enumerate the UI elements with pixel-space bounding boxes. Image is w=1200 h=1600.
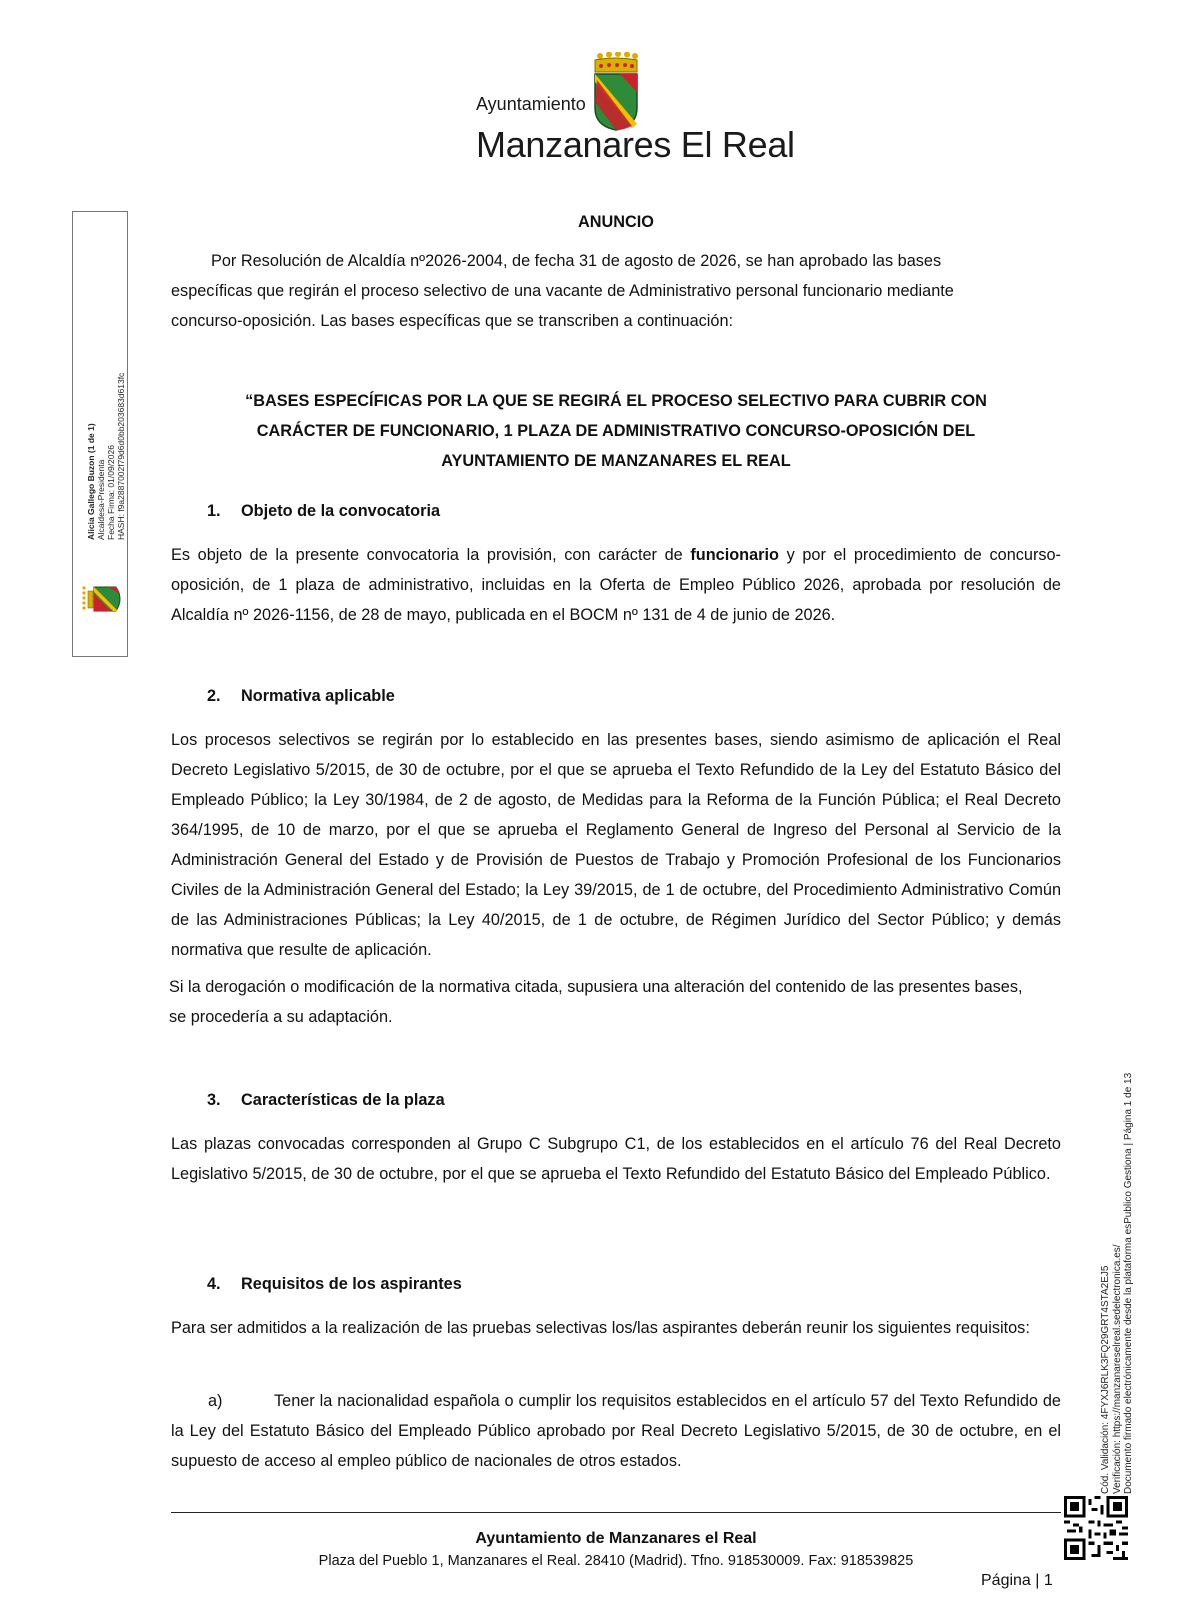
section-number: 1. xyxy=(207,502,221,520)
page-number: Página | 1 xyxy=(981,1572,1053,1589)
section-1-paragraph xyxy=(171,540,1061,630)
signer-role: Alcaldesa-Presidenta xyxy=(96,459,106,540)
section-title: Normativa aplicable xyxy=(241,687,395,705)
section-3-paragraph: Las plazas convocadas corresponden al Grupo C Subgrupo C1, de los establecidos en el artículo 76 del Real Decreto Legislativo 5/2015, de 30 de octubre, por el que se aprueba el Texto Refundido del Estatuto Básico del Empleado Público. xyxy=(171,1135,1061,1183)
bases-title-line-1: “BASES ESPECÍFICAS POR LA QUE SE REGIRÁ EL PROCESO SELECTIVO PARA CUBRIR CON xyxy=(245,392,987,410)
qr-code-icon xyxy=(1064,1496,1128,1560)
section-2-paragraph-2: Si la derogación o modificación de la normativa citada, supusiera una alteración del contenido de las presentes bases, se procedería a su adaptación. xyxy=(169,978,1023,1026)
section-3-heading xyxy=(207,1091,445,1110)
document-title: ANUNCIO xyxy=(578,213,654,231)
section-2-paragraph-1: Los procesos selectivos se regirán por lo establecido en las presentes bases, siendo asimismo de aplicación el Real Decreto Legislativo 5/2015, de 30 de octubre, por el que se aprueba el Texto Refundido de la Ley del Estatuto Básico del Empleado Público; la Ley 30/1984, de 2 de agosto, de Medidas para la Reforma de la Función Pública; el Real Decreto 364/1995, de 10 de marzo, por el que se aprueba el Reglamento General de Ingreso del Personal al Servicio de la Administración General del Estado y de Provisión de Puestos de Trabajo y Promoción Profesional de los Funcionarios Civiles de la Administración General del Estado; la Ley 39/2015, de 1 de octubre, del Procedimiento Administrativo Común de las Administraciones Públicas; la Ley 40/2015, de 1 de octubre, de Régimen Jurídico del Sector Público; y demás normativa que resulte de aplicación. xyxy=(171,731,1061,959)
section-1-heading xyxy=(207,502,440,521)
section-1-text-a: Es objeto de la presente convocatoria la provisión, con carácter de xyxy=(171,546,691,564)
logo-town-name: Manzanares El Real xyxy=(476,124,795,165)
bases-title xyxy=(171,386,1061,476)
section-4-paragraph: Para ser admitidos a la realización de las pruebas selectivas los/las aspirantes deberán reunir los siguientes requisitos: xyxy=(171,1319,1030,1337)
section-number: 2. xyxy=(207,687,221,705)
section-1-bold-term: funcionario xyxy=(690,546,779,564)
signature-date: Fecha Firma: 01/09/2026 xyxy=(106,445,116,540)
signature-hash: HASH: f9a2887002f79d6d0bb203683d613fc xyxy=(116,372,126,540)
municipal-logo xyxy=(476,52,795,170)
section-number: 4. xyxy=(207,1275,221,1293)
bases-title-line-2: CARÁCTER DE FUNCIONARIO, 1 PLAZA DE ADMINISTRATIVO CONCURSO-OPOSICIÓN DEL xyxy=(256,422,976,440)
signature-details xyxy=(86,340,126,540)
section-number: 3. xyxy=(207,1091,221,1109)
bases-title-line-3: AYUNTAMIENTO DE MANZANARES EL REAL xyxy=(441,452,791,470)
section-1-text-b: y por el procedimiento de concurso-oposición, de 1 plaza de administrativo, incluidas en la Oferta de Empleo Público 2026, aprobada por resolución de Alcaldía nº 2026-1156, de 28 de mayo, publicada en el BOCM nº 131 de 4 de junio de 2026. xyxy=(171,546,1061,624)
section-title: Características de la plaza xyxy=(241,1091,445,1109)
requirement-label: a) xyxy=(208,1392,223,1410)
section-title: Objeto de la convocatoria xyxy=(241,502,441,520)
footer-divider xyxy=(171,1512,1061,1513)
section-4-heading xyxy=(207,1275,462,1294)
intro-paragraph: Por Resolución de Alcaldía nº2026-2004, de fecha 31 de agosto de 2026, se han aprobado las bases específicas que regirán el proceso selectivo de una vacante de Administrativo personal funcionario mediante concurso-oposición. Las bases específicas que se transcriben a continuación: xyxy=(171,252,954,330)
section-2-heading xyxy=(207,687,395,706)
footer-title: Ayuntamiento de Manzanares el Real xyxy=(475,1530,757,1547)
requirement-text: Tener la nacionalidad española o cumplir los requisitos establecidos en el artículo 57 del Texto Refundido de la Ley del Estatuto Básico del Empleado Público aprobado por Real Decreto Legislativo 5/2015, de 30 de octubre, en el supuesto de acceso al empleo público de nacionales de otros estados. xyxy=(171,1392,1061,1470)
verification-text xyxy=(1100,974,1135,1494)
section-title: Requisitos de los aspirantes xyxy=(241,1275,462,1293)
requirement-item-a xyxy=(171,1386,1061,1476)
validation-code: Cód. Validación: 4FYXJ6RLK3FQ29GRT4STA2EJ5 xyxy=(1100,1265,1111,1494)
verification-url: Verificación: https://manzanareselreal.sedelectronica.es/ xyxy=(1111,1244,1123,1494)
signer-name: Alicia Gallego Buzon (1 de 1) xyxy=(86,423,96,540)
platform-note: Documento firmado electrónicamente desde la plataforma esPublico Gestiona | Página 1 de 13 xyxy=(1123,1072,1134,1494)
coat-of-arms-icon xyxy=(592,52,640,132)
footer-address: Plaza del Pueblo 1, Manzanares el Real. 28410 (Madrid). Tfno. 918530009. Fax: 918539825 xyxy=(318,1553,914,1569)
logo-ayuntamiento-text: Ayuntamiento xyxy=(476,94,586,114)
signature-crest-icon xyxy=(80,584,124,614)
